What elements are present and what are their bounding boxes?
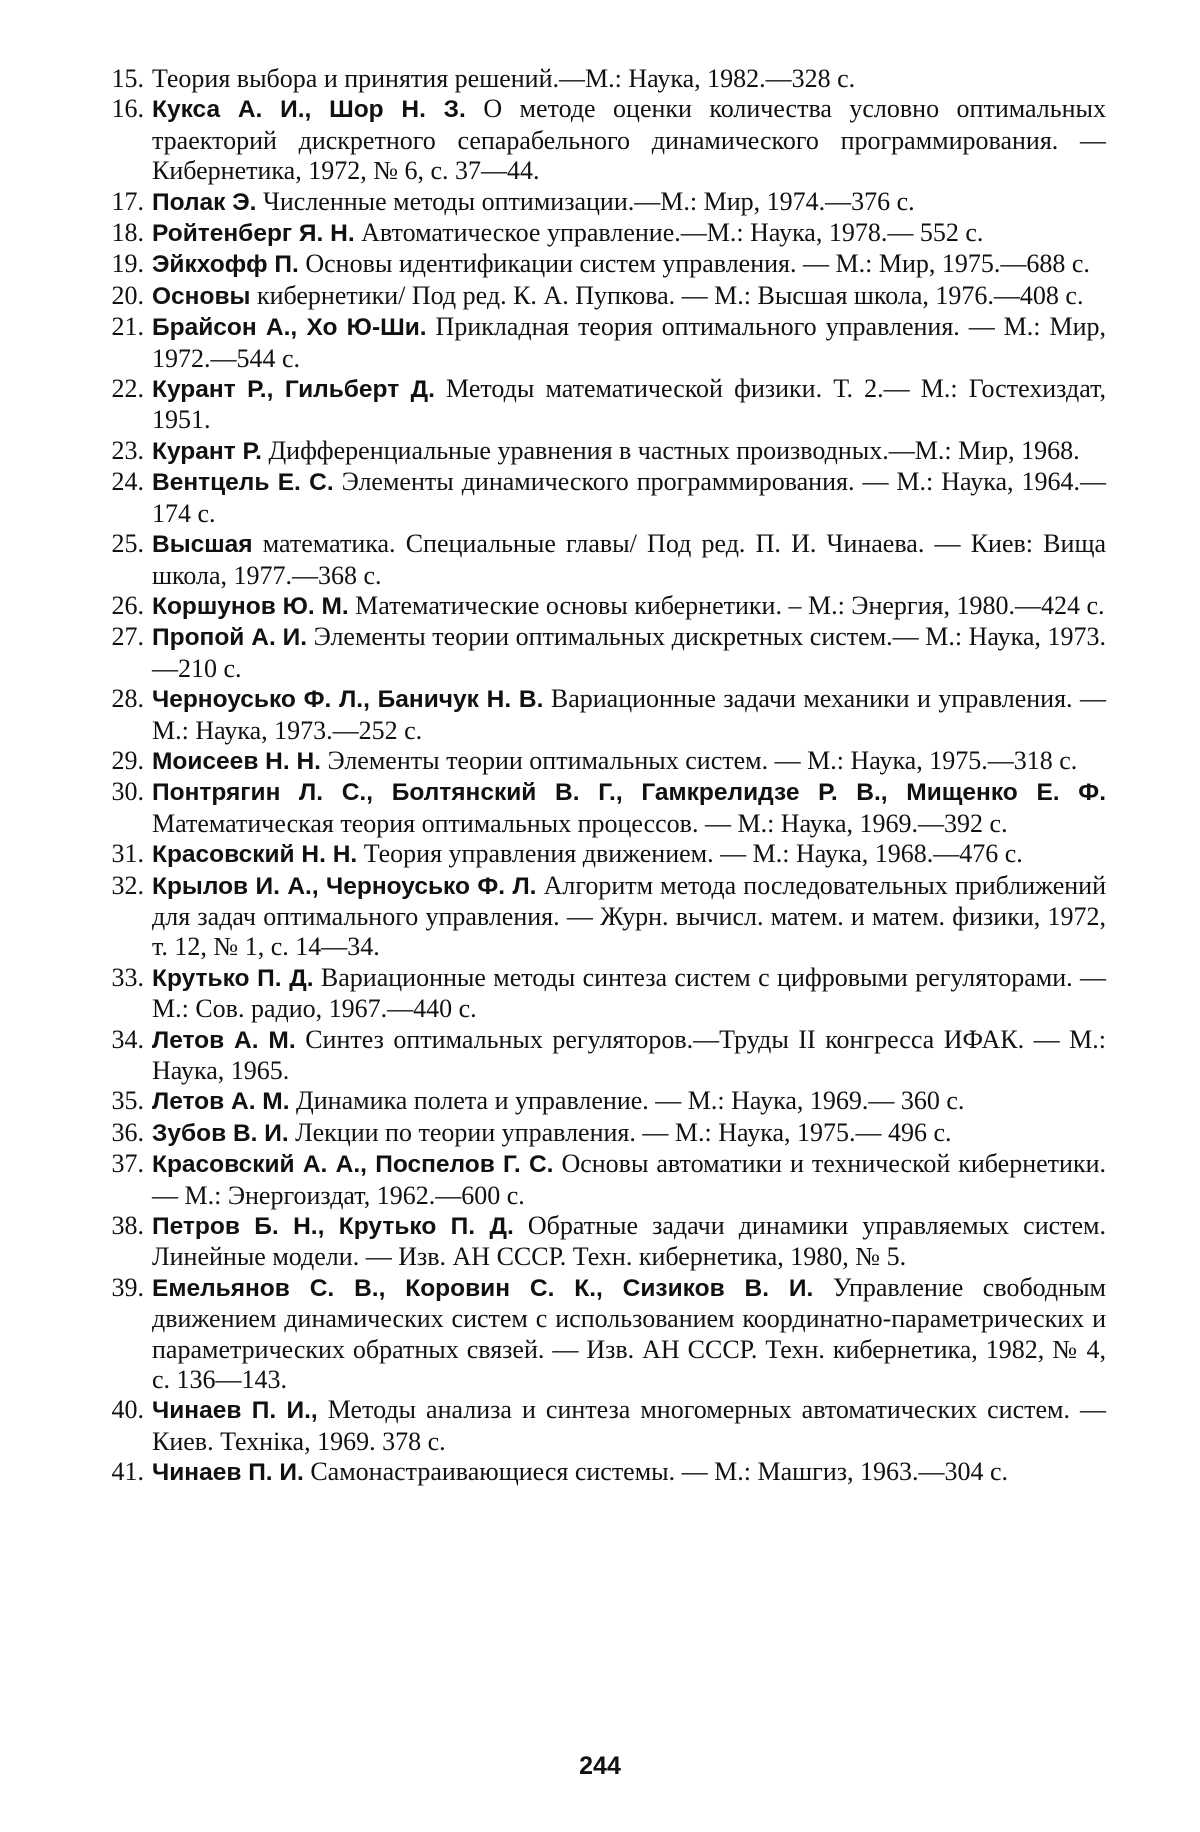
reference-number: 34. (111, 1024, 144, 1054)
reference-item (96, 591, 1106, 622)
reference-item (96, 249, 1106, 280)
reference-text: Алгоритм метода последовательных приближений для задач оптимального управления. — Журн. вычисл. матем. и матем. физики, 1972, т. 12, № 1, с. 14—34. (152, 870, 1107, 962)
reference-text: Основы автоматики и технической кибернетики. — М.: Энергоиздат, 1962.—600 с. (152, 1149, 1107, 1210)
reference-text: кибернетики/ Под ред. К. А. Пупкова. — М.: Высшая школа, 1976.—408 с. (256, 280, 1084, 310)
reference-item (96, 529, 1106, 591)
reference-authors: Курант Р., Гильберт Д. (152, 376, 435, 404)
reference-number: 30. (111, 777, 144, 807)
reference-text: Методы математической физики. Т. 2.— М.: Гостехиздат, 1951. (152, 374, 1106, 435)
reference-number: 26. (111, 590, 144, 620)
reference-text: Лекции по теории управления. — М.: Наука, 1975.— 496 с. (295, 1117, 952, 1147)
reference-number: 25. (111, 529, 144, 559)
reference-authors: Понтрягин Л. С., Болтянский В. Г., Гамкрелидзе Р. В., Мищенко Е. Ф. (152, 779, 1106, 807)
reference-item (96, 94, 1106, 186)
reference-text: Вариационные задачи механики и управления. — М.: Наука, 1973.—252 с. (152, 684, 1107, 745)
reference-item (96, 436, 1106, 467)
reference-item (96, 1211, 1106, 1273)
reference-authors: Высшая (152, 531, 253, 559)
reference-item (96, 187, 1106, 218)
reference-authors: Зубов В. И. (152, 1119, 289, 1147)
reference-authors: Ройтенберг Я. Н. (152, 220, 355, 248)
reference-text: Методы анализа и синтеза многомерных автоматических систем. — Киев. Техніка, 1969. 378 с. (152, 1395, 1107, 1456)
reference-item (96, 374, 1106, 436)
reference-item (96, 622, 1106, 684)
reference-text: Основы идентификации систем управления. — М.: Мир, 1975.—688 с. (305, 249, 1090, 279)
reference-number: 18. (111, 218, 144, 248)
reference-number: 17. (111, 186, 144, 216)
reference-authors: Эйкхофф П. (152, 251, 299, 279)
reference-number: 33. (111, 962, 144, 992)
reference-number: 23. (111, 435, 144, 465)
reference-authors: Коршунов Ю. М. (152, 592, 349, 620)
reference-item (96, 839, 1106, 870)
reference-item (96, 1086, 1106, 1117)
reference-number: 29. (111, 745, 144, 775)
reference-item (96, 1025, 1106, 1087)
reference-authors: Вентцель Е. С. (152, 469, 334, 497)
reference-authors: Крылов И. А., Черноусько Ф. Л. (152, 872, 537, 900)
reference-text: Самонастраивающиеся системы. — М.: Машгиз, 1963.—304 с. (310, 1457, 1009, 1487)
reference-authors: Летов А. М. (152, 1088, 290, 1116)
reference-text: Численные методы оптимизации.—М.: Мир, 1974.—376 с. (262, 186, 915, 216)
reference-authors: Брайсон А., Хо Ю-Ши. (152, 314, 427, 342)
reference-text: математика. Специальные главы/ Под ред. П. И. Чинаева. — Киев: Вища школа, 1977.—368 с. (152, 529, 1106, 590)
reference-item (96, 467, 1106, 529)
reference-text: Математическая теория оптимальных процессов. — М.: Наука, 1969.—392 с. (152, 808, 1008, 838)
reference-item (96, 281, 1106, 312)
reference-number: 20. (111, 280, 144, 310)
reference-item (96, 684, 1106, 746)
reference-authors: Основы (152, 282, 251, 310)
reference-text: Теория управления движением. — М.: Наука, 1968.—476 с. (363, 839, 1023, 869)
reference-item (96, 1118, 1106, 1149)
reference-number: 27. (111, 622, 144, 652)
reference-authors: Летов А. М. (152, 1026, 296, 1054)
reference-text: Элементы динамического программирования. — М.: Наука, 1964.—174 с. (152, 467, 1106, 528)
reference-authors: Моисеев Н. Н. (152, 747, 321, 775)
reference-number: 22. (111, 374, 144, 404)
reference-text: Автоматическое управление.—М.: Наука, 1978.— 552 с. (361, 218, 984, 248)
reference-item (96, 746, 1106, 777)
reference-item (96, 871, 1106, 963)
reference-authors: Емельянов С. В., Коровин С. К., Сизиков В. И. (152, 1274, 814, 1302)
reference-number: 31. (111, 839, 144, 869)
reference-number: 21. (111, 312, 144, 342)
reference-item (96, 1149, 1106, 1211)
reference-number: 37. (111, 1149, 144, 1179)
reference-item (96, 64, 1106, 94)
reference-number: 40. (111, 1395, 144, 1425)
reference-authors: Красовский Н. Н. (152, 841, 358, 869)
reference-item (96, 963, 1106, 1025)
reference-text: Вариационные методы синтеза систем с цифровыми регуляторами. — М.: Сов. радио, 1967.—440 с. (152, 962, 1106, 1024)
reference-authors: Курант Р. (152, 437, 262, 465)
reference-number: 28. (111, 684, 144, 714)
reference-text: Элементы теории оптимальных дискретных систем.— М.: Наука, 1973.—210 с. (152, 622, 1106, 683)
reference-number: 16. (111, 94, 144, 124)
reference-authors: Петров Б. Н., Крутько П. Д. (152, 1213, 514, 1241)
reference-item (96, 1273, 1106, 1396)
reference-number: 38. (111, 1211, 144, 1241)
reference-authors: Полак Э. (152, 188, 257, 216)
page-number: 244 (579, 1752, 621, 1780)
reference-text: Прикладная теория оптимального управления. — М.: Мир, 1972.—544 с. (152, 312, 1106, 373)
reference-authors: Чинаев П. И., (152, 1397, 318, 1425)
reference-item (96, 218, 1106, 249)
reference-item (96, 1395, 1106, 1457)
reference-item (96, 312, 1106, 374)
reference-item (96, 1457, 1106, 1488)
reference-number: 41. (111, 1457, 144, 1487)
reference-number: 39. (111, 1272, 144, 1302)
reference-authors: Крутько П. Д. (152, 964, 314, 992)
reference-authors: Пропой А. И. (152, 624, 308, 652)
reference-list (96, 64, 1106, 1489)
reference-number: 32. (111, 870, 144, 900)
reference-authors: Черноусько Ф. Л., Баничук Н. В. (152, 686, 544, 714)
reference-authors: Чинаев П. И. (152, 1459, 304, 1487)
reference-authors: Красовский А. А., Поспелов Г. С. (152, 1151, 554, 1179)
reference-number: 35. (111, 1086, 144, 1116)
reference-number: 36. (111, 1117, 144, 1147)
reference-number: 15. (111, 64, 144, 93)
reference-text: Теория выбора и принятия решений.—М.: Наука, 1982.—328 с. (152, 64, 856, 93)
reference-text: Обратные задачи динамики управляемых систем. Линейные модели. — Изв. АН СССР. Техн. кибернетика, 1980, № 5. (152, 1211, 1107, 1272)
reference-item (96, 777, 1106, 839)
reference-text: О методе оценки количества условно оптимальных траекторий дискретного сепарабельного динамического программирования. — Кибернетика, 1972, № 6, с. 37—44. (152, 94, 1106, 186)
reference-number: 24. (111, 467, 144, 497)
reference-number: 19. (111, 249, 144, 279)
reference-text: Синтез оптимальных регуляторов.—Труды II конгресса ИФАК. — М.: Наука, 1965. (152, 1024, 1107, 1085)
reference-authors: Кукса А. И., Шор Н. З. (152, 96, 466, 124)
reference-text: Элементы теории оптимальных систем. — М.: Наука, 1975.—318 с. (327, 745, 1078, 775)
reference-text: Динамика полета и управление. — М.: Наука, 1969.— 360 с. (296, 1086, 965, 1116)
reference-text: Дифференциальные уравнения в частных производных.—М.: Мир, 1968. (268, 435, 1080, 465)
reference-text: Управление свободным движением динамических систем с использованием координатно-параметрических и параметрических обратных связей. — Изв. АН СССР. Техн. кибернетика, 1982, № 4, с. 136—143. (152, 1272, 1106, 1395)
reference-text: Математические основы кибернетики. – М.: Энергия, 1980.—424 с. (355, 590, 1105, 620)
